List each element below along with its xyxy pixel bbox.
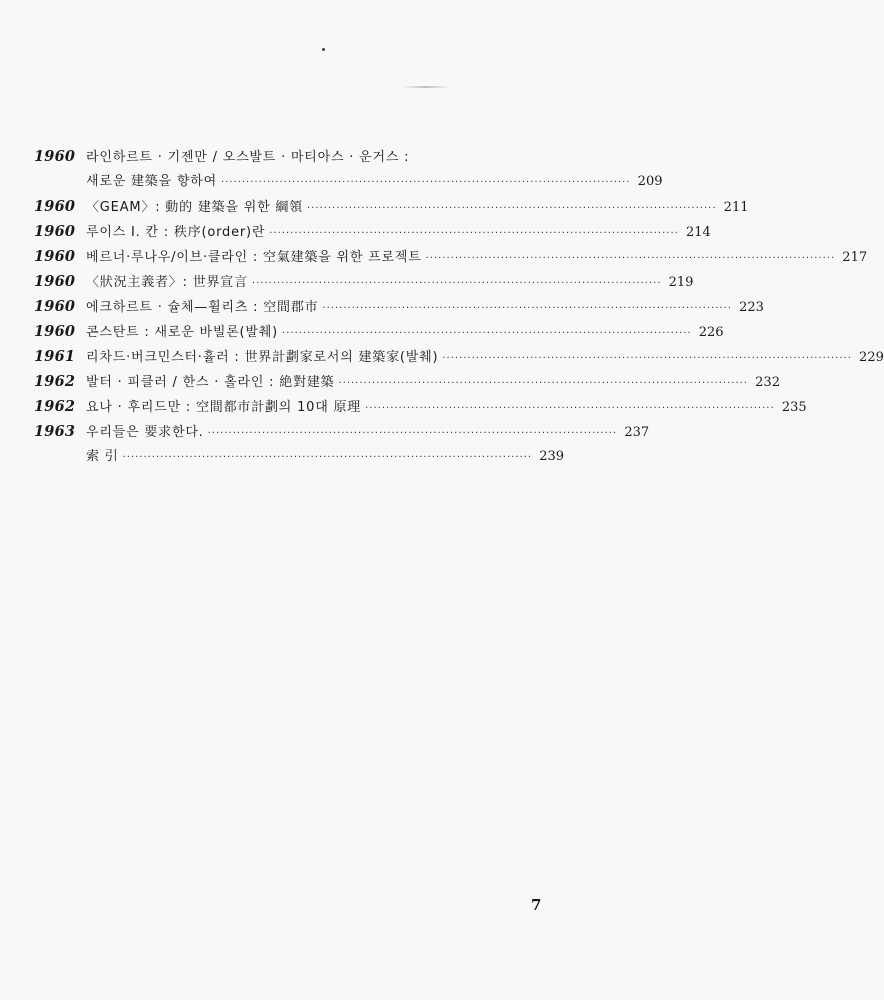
toc-title: 索 引 [86,449,119,464]
dot-leader: ·································································································· [207,428,618,439]
dot-leader: ·································································································· [425,253,836,264]
dot-leader: ·································································································· [282,328,692,339]
toc-year: 1960 [34,298,76,315]
toc-year: 1961 [34,348,76,365]
dot-leader: ·································································································· [122,452,533,463]
toc-year: 1960 [34,223,76,240]
toc-page-number: 219 [668,275,694,290]
table-of-contents [34,144,884,469]
ink-speck [322,48,325,51]
toc-year: 1960 [34,248,76,265]
toc-year: 1962 [34,373,76,390]
dot-leader: ·································································································· [322,303,732,314]
toc-title: 리차드·버크민스터·휼러 : 世界計劃家로서의 建築家(발췌) [86,350,439,365]
toc-page-number: 211 [723,200,749,215]
toc-year: 1960 [34,148,76,165]
toc-entry [34,369,780,394]
toc-page-number: 235 [781,400,807,415]
toc-title: 루이스 I. 칸 : 秩序(order)란 [86,225,266,240]
dot-leader: ·································································································· [220,177,631,188]
toc-title: 새로운 建築을 향하여 [86,174,217,189]
toc-entry [34,169,663,194]
toc-page-number: 239 [539,449,565,464]
toc-entry [34,269,694,294]
dot-leader: ·································································································· [306,203,717,214]
toc-title: 〈GEAM〉: 動的 建築을 위한 綱領 [86,200,303,215]
toc-page-number: 232 [755,375,780,390]
dot-leader: ·································································································· [338,378,748,389]
toc-year: 1963 [34,423,76,440]
toc-entry [34,319,724,344]
toc-entry [34,344,884,369]
dot-leader: ·································································································· [251,278,662,289]
toc-entry [34,394,807,419]
toc-title: 콘스탄트 : 새로운 바빌론(발췌) [86,325,279,340]
toc-title: 〈狀況主義者〉: 世界宣言 [86,275,248,290]
toc-title: 우리들은 要求한다. [86,425,204,440]
toc-page-number: 214 [685,225,711,240]
page-folio-number: 7 [531,896,542,914]
dot-leader: ·································································································· [365,403,775,414]
toc-page-number: 226 [698,325,724,340]
toc-entry [34,244,868,269]
toc-entry [34,444,565,469]
toc-page-number: 209 [637,174,663,189]
toc-entry [34,194,749,219]
toc-title: 베르너·루나우/이브·클라인 : 空氣建築을 위한 프로젝트 [86,250,422,265]
toc-title: 에크하르트 · 슐체—휠리츠 : 空間郡市 [86,300,319,315]
toc-year: 1962 [34,398,76,415]
toc-title: 발터 · 피클러 / 한스 · 홀라인 : 絶對建築 [86,375,335,390]
dot-leader: ·································································································· [269,228,679,239]
toc-page-number: 223 [739,300,764,315]
toc-year: 1960 [34,323,76,340]
toc-entry [34,144,540,169]
toc-page-number: 237 [624,425,650,440]
toc-entry [34,219,711,244]
toc-page-number: 229 [859,350,884,365]
toc-year: 1960 [34,198,76,215]
toc-page-number: 217 [842,250,868,265]
dot-leader: ·································································································· [442,353,852,364]
toc-title: 라인하르트 · 기젠만 / 오스발트 · 마티아스 · 운거스 : [86,150,410,165]
toc-entry [34,294,764,319]
toc-entry [34,419,650,444]
toc-year: 1960 [34,273,76,290]
toc-title: 요나 · 후리드만 : 空間都市計劃의 10대 原理 [86,400,362,415]
print-smudge [402,86,450,88]
